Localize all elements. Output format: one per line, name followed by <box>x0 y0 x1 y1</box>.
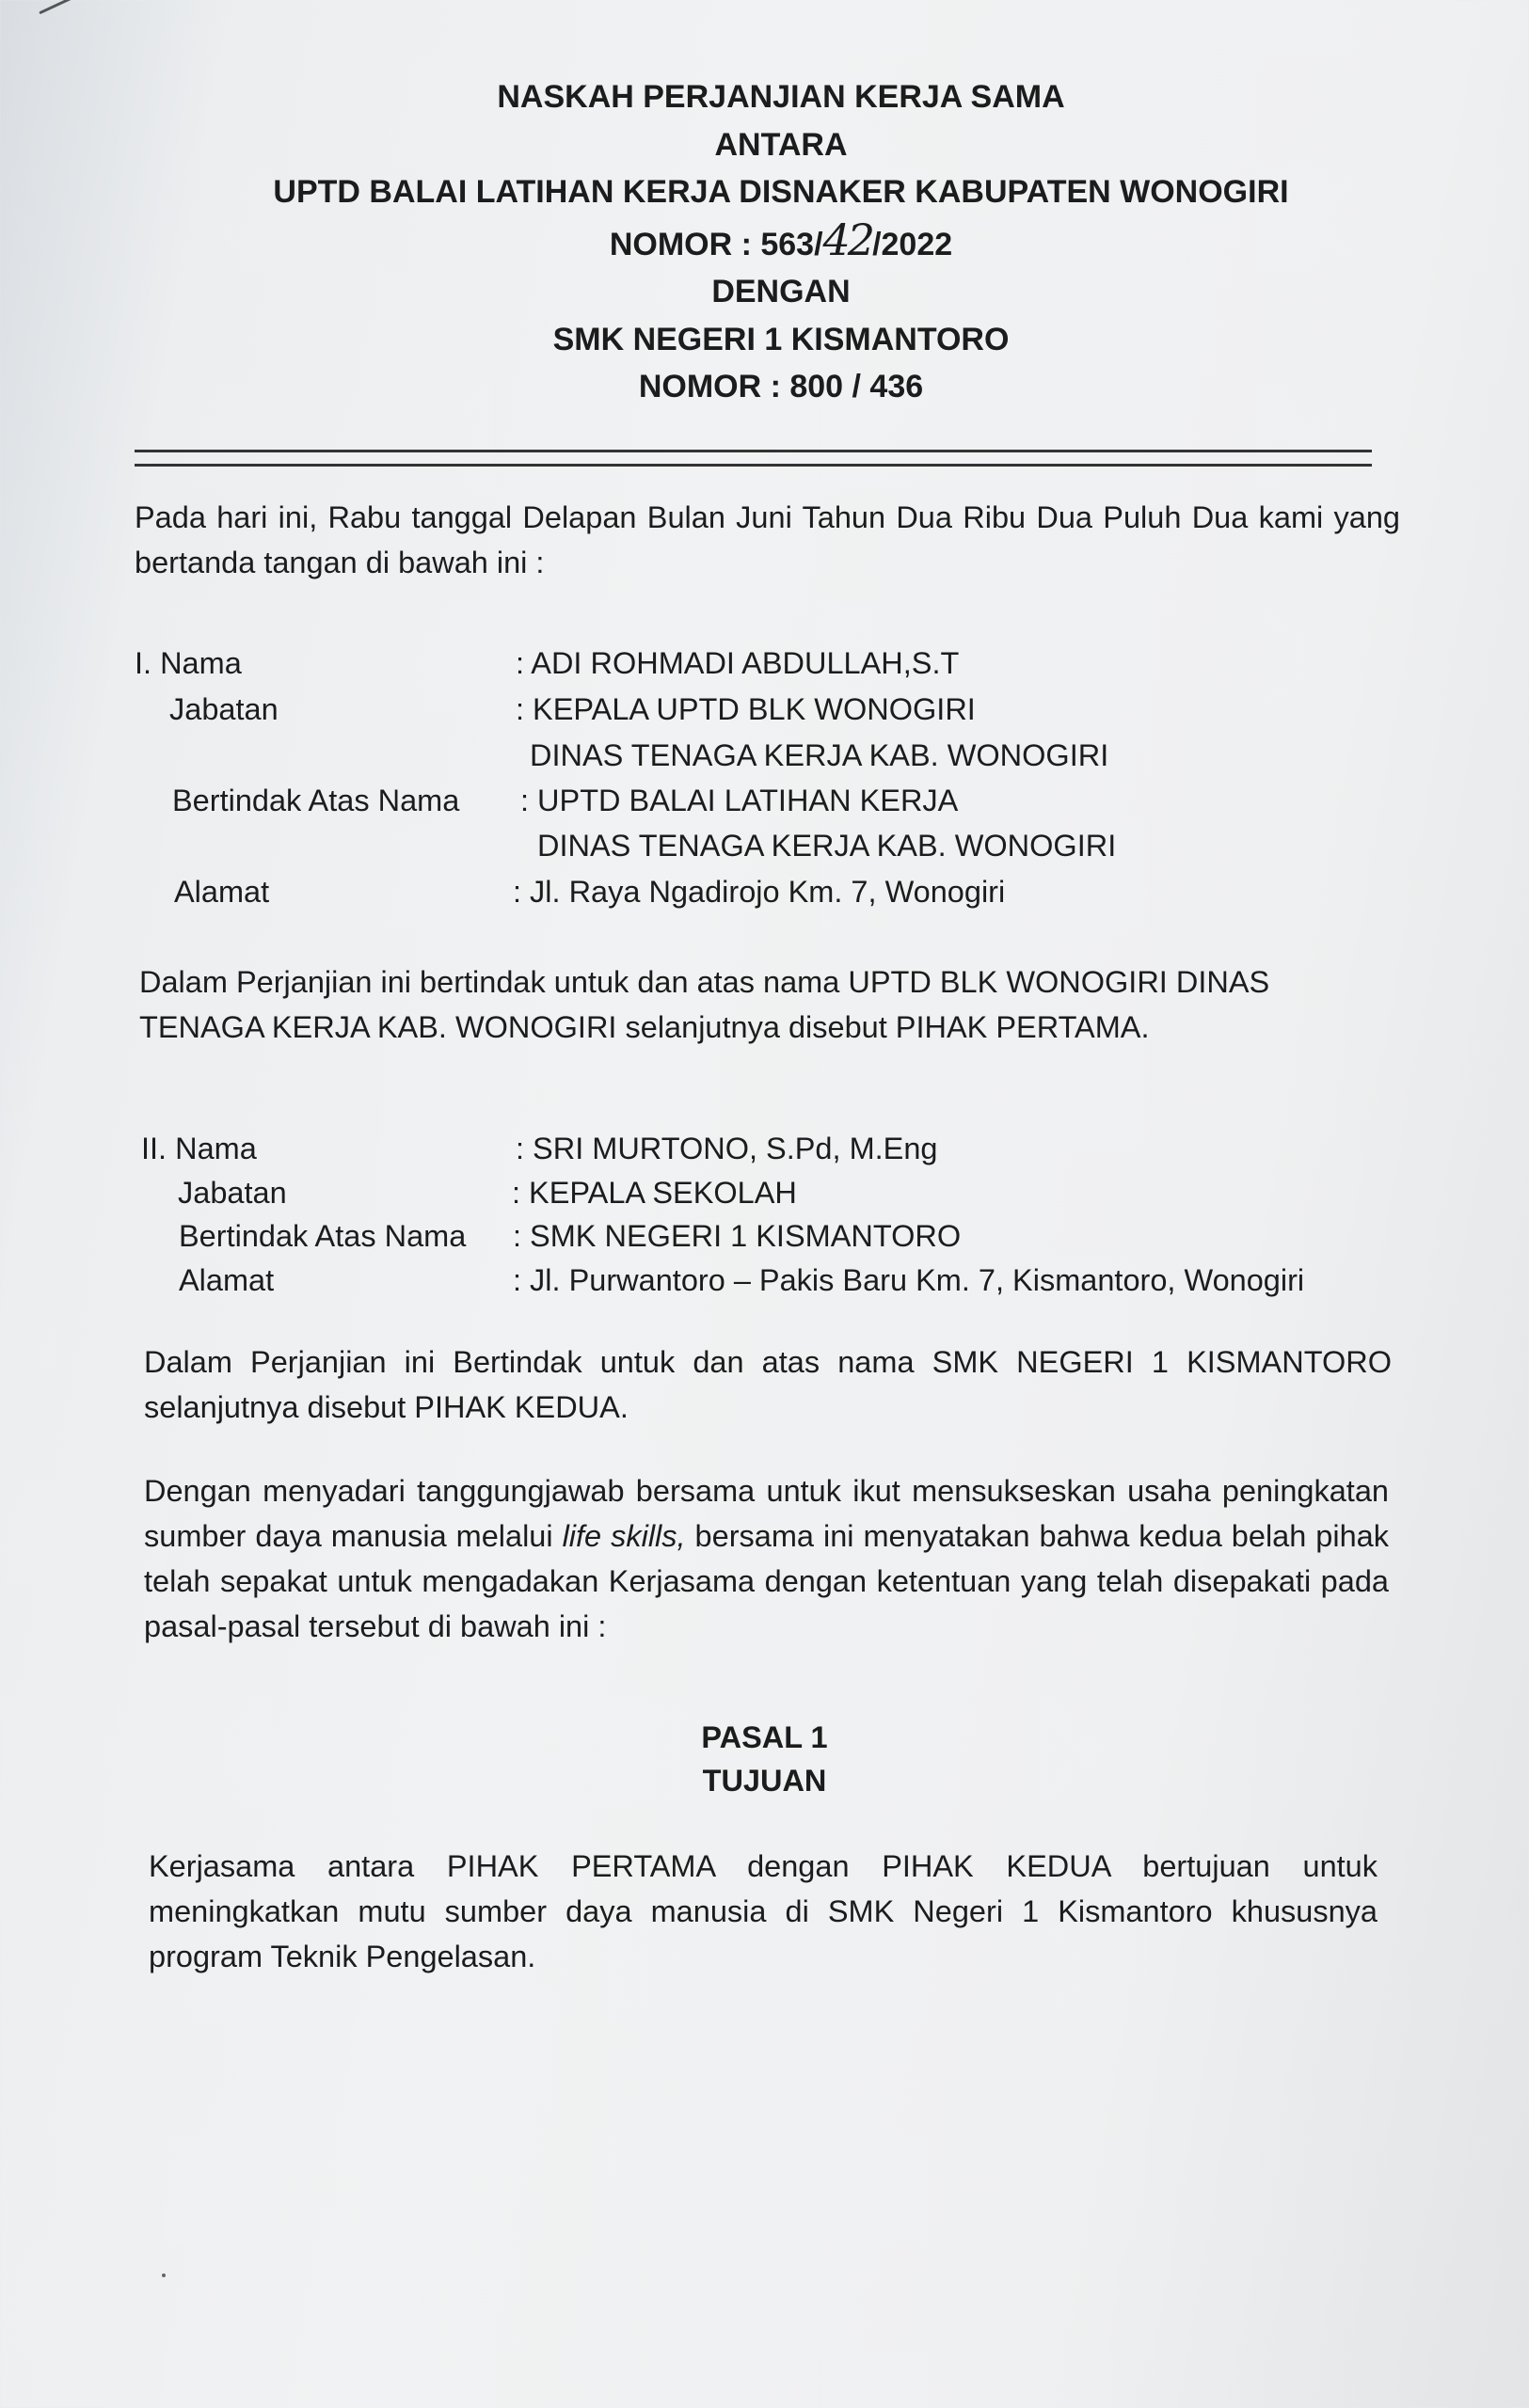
speck <box>162 2273 166 2277</box>
pen-mark <box>39 0 74 14</box>
title-party2: SMK NEGERI 1 KISMANTORO <box>552 321 1010 357</box>
nomor-prefix: NOMOR : 563/ <box>609 226 823 262</box>
handwritten-number: 42 <box>822 214 873 265</box>
agreement-italic: life skills, <box>562 1519 686 1553</box>
party2-nama-label: II. Nama <box>141 1132 257 1165</box>
party1-statement: Dalam Perjanjian ini bertindak untuk dan atas nama UPTD BLK WONOGIRI DINAS TENAGA KERJA KAB. WONOGIRI selanjutnya disebut PIHAK PERTAMA. <box>139 965 1270 1044</box>
party1-nama-label: I. Nama <box>135 646 242 680</box>
title-dengan: DENGAN <box>711 274 851 309</box>
agreement-text-before: Dengan menyadari tanggungjawab bersama untuk ikut mensukseskan usaha peningkatan sumber daya manusia melalui <box>144 1474 1389 1553</box>
divider-line <box>135 450 1372 467</box>
party2-bertindak-value: : SMK NEGERI 1 KISMANTORO <box>513 1219 962 1253</box>
agreement-paragraph <box>144 1468 1389 1649</box>
party2-statement: Dalam Perjanjian ini Bertindak untuk dan atas nama SMK NEGERI 1 KISMANTORO selanjutnya disebut PIHAK KEDUA. <box>144 1345 1392 1424</box>
nomor-party1 <box>0 216 1529 269</box>
party1-alamat-value: : Jl. Raya Ngadirojo Km. 7, Wonogiri <box>513 875 1006 909</box>
party2-nama-value: : SRI MURTONO, S.Pd, M.Eng <box>516 1132 938 1165</box>
party1-bertindak-value2: DINAS TENAGA KERJA KAB. WONOGIRI <box>537 829 1117 863</box>
nomor-party2: NOMOR : 800 / 436 <box>638 369 924 404</box>
party2-alamat-value: : Jl. Purwantoro – Pakis Baru Km. 7, Kismantoro, Wonogiri <box>513 1263 1305 1297</box>
title-party1: UPTD BALAI LATIHAN KERJA DISNAKER KABUPATEN WONOGIRI <box>273 174 1289 210</box>
party1-bertindak-value: : UPTD BALAI LATIHAN KERJA <box>520 784 959 817</box>
party2-bertindak-label: Bertindak Atas Nama <box>179 1219 467 1253</box>
title-antara: ANTARA <box>714 126 848 163</box>
party1-jabatan-value2: DINAS TENAGA KERJA KAB. WONOGIRI <box>530 738 1109 772</box>
nomor-suffix: /2022 <box>872 226 953 262</box>
party1-alamat-label: Alamat <box>174 875 270 909</box>
party1-nama-value: : ADI ROHMADI ABDULLAH,S.T <box>516 646 960 680</box>
agreement-text-after: bersama ini menyatakan bahwa kedua belah pihak telah sepakat untuk mengadakan Kerjasama dengan ketentuan yang telah disepakati pada pasal-pasal tersebut di bawah ini : <box>144 1519 1389 1643</box>
party2-jabatan-value: : KEPALA SEKOLAH <box>512 1176 797 1210</box>
document-header <box>0 73 1529 411</box>
party2-jabatan-label: Jabatan <box>178 1176 287 1210</box>
party2-alamat-label: Alamat <box>179 1263 275 1297</box>
party1-jabatan-label: Jabatan <box>169 692 279 726</box>
pasal1-title: TUJUAN <box>702 1764 827 1798</box>
pasal1-number: PASAL 1 <box>701 1720 828 1754</box>
intro-paragraph: Pada hari ini, Rabu tanggal Delapan Bulan Juni Tahun Dua Ribu Dua Puluh Dua kami yang bertanda tangan di bawah ini : <box>135 500 1400 579</box>
pasal1-text: Kerjasama antara PIHAK PERTAMA dengan PIHAK KEDUA bertujuan untuk meningkatkan mutu sumber daya manusia di SMK Negeri 1 Kismantoro khususnya program Teknik Pengelasan. <box>149 1849 1378 1973</box>
title-line: NASKAH PERJANJIAN KERJA SAMA <box>497 79 1065 115</box>
party1-jabatan-value: : KEPALA UPTD BLK WONOGIRI <box>516 692 976 726</box>
party1-bertindak-label: Bertindak Atas Nama <box>172 784 460 817</box>
